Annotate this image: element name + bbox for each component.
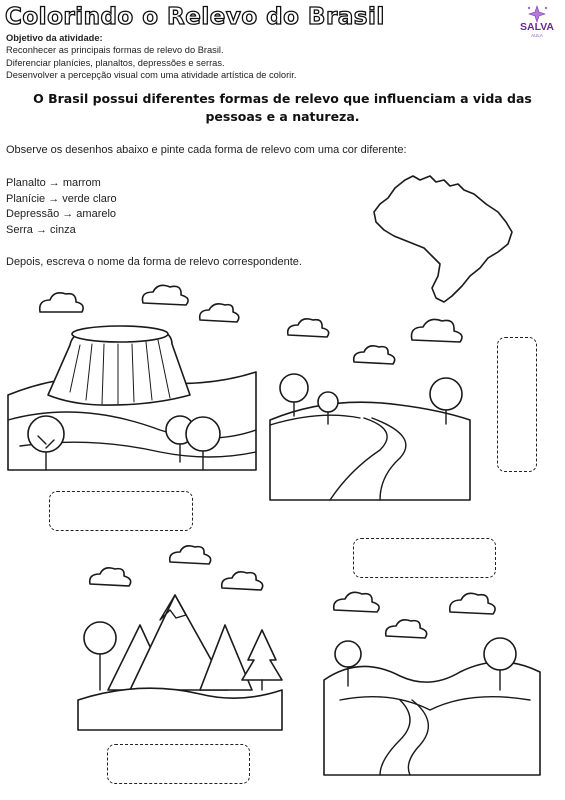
logo-text: SALVA xyxy=(519,21,555,33)
answer-box-serra[interactable] xyxy=(107,744,250,784)
cloud-icon xyxy=(170,546,211,564)
objective-item: Desenvolver a percepção visual com uma atividade artística de colorir. xyxy=(6,70,297,81)
answer-box-planicie[interactable] xyxy=(497,337,537,472)
planalto-illustration xyxy=(8,326,256,470)
legend-item-serra: Serra → cinza xyxy=(6,223,76,236)
brazil-map-outline xyxy=(374,176,512,302)
headline: O Brasil possui diferentes formas de relevo que influenciam a vida das pessoas e a natureza. xyxy=(33,91,532,124)
legend-item-planalto: Planalto → marrom xyxy=(6,177,101,189)
logo-subtext: AULA xyxy=(531,33,543,38)
tree-icon xyxy=(84,622,116,690)
cloud-icon xyxy=(334,592,379,612)
cloud-icon xyxy=(200,304,239,322)
cloud-icon xyxy=(411,319,462,342)
write-instruction: Depois, escreva o nome da forma de relevo correspondente. xyxy=(6,256,302,268)
cloud-icon xyxy=(90,568,131,586)
objective-item: Reconhecer as principais formas de relevo do Brasil. xyxy=(6,45,224,56)
legend-item-planicie: Planície → verde claro xyxy=(6,192,117,205)
depressao-illustration xyxy=(324,638,540,775)
cloud-icon xyxy=(222,572,263,590)
objective-item: Diferenciar planícies, planaltos, depressões e serras. xyxy=(6,57,225,68)
legend-item-depressao: Depressão → amarelo xyxy=(6,208,117,220)
page-title: Colorindo o Relevo do Brasil xyxy=(5,4,385,30)
cloud-icon xyxy=(288,319,329,337)
coloring-instruction: Observe os desenhos abaixo e pinte cada forma de relevo com uma cor diferente: xyxy=(6,144,407,156)
cloud-icon xyxy=(142,285,188,305)
cloud-icon xyxy=(450,593,495,614)
answer-box-depressao[interactable] xyxy=(353,538,496,578)
cloud-icon xyxy=(386,620,427,638)
answer-box-planalto[interactable] xyxy=(49,491,193,531)
cloud-icon xyxy=(40,293,83,312)
planicie-illustration xyxy=(270,374,470,500)
cloud-icon xyxy=(354,346,395,364)
objectives-title: Objetivo da atividade: xyxy=(6,33,103,43)
serra-illustration xyxy=(78,595,282,730)
